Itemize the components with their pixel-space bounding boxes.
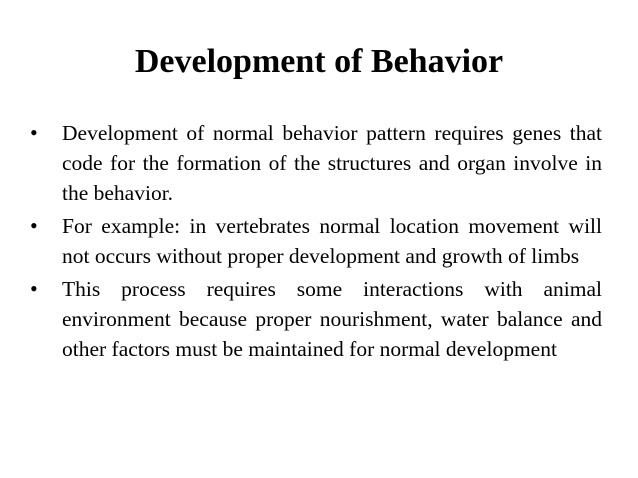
bullet-text: For example: in vertebrates normal location movement will not occurs without proper development and growth of limbs [62,214,602,268]
bullet-marker-icon: • [30,213,38,238]
slide-title: Development of Behavior [134,43,504,80]
bullet-text: This process requires some interactions with animal environment because proper nourishment, water balance and other factors must be maintained for normal development [62,277,602,361]
bullet-item [30,118,602,208]
bullet-item [30,211,602,271]
bullet-item [30,274,602,364]
bullet-marker-icon: • [30,120,38,145]
bullet-text: Development of normal behavior pattern requires genes that code for the formation of the structures and organ involve in the behavior. [62,121,602,205]
bullet-list [30,118,602,367]
bullet-marker-icon: • [30,276,38,301]
